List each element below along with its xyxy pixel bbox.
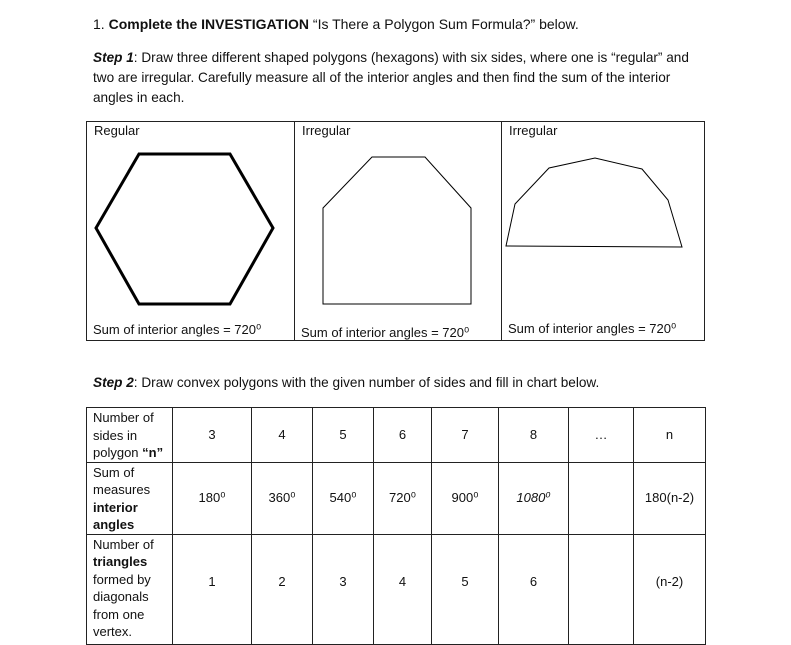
row-header-interior-sum: Sum of measures interior angles	[87, 462, 173, 534]
row-header-triangles: Number of triangles formed by diagonals from one vertex.	[87, 534, 173, 644]
table-cell: 720⁰	[374, 462, 432, 534]
table-cell: 1	[173, 534, 252, 644]
irregular-hexagon-cell-1	[294, 122, 501, 340]
step1-text: : Draw three different shaped polygons (hexagons) with six sides, where one is “regular” and two are irregular. Carefully measure all of the interior angles and then find the sum of the interior angles in each.	[93, 50, 689, 105]
table-row-sides	[87, 408, 706, 463]
table-cell: 3	[313, 534, 374, 644]
table-row-triangles	[87, 534, 706, 644]
irregular-hexagon-shape-2	[506, 158, 682, 247]
step1-instructions	[93, 48, 703, 108]
question-number: 1.	[93, 16, 105, 32]
table-cell: 5	[432, 534, 499, 644]
table-cell: (n-2)	[634, 534, 706, 644]
table-cell: 4	[252, 408, 313, 463]
step2-text: : Draw convex polygons with the given number of sides and fill in chart below.	[133, 375, 600, 390]
table-cell: 3	[173, 408, 252, 463]
table-cell: 2	[252, 534, 313, 644]
table-cell: 540⁰	[313, 462, 374, 534]
heading-rest: “Is There a Polygon Sum Formula?” below.	[312, 16, 579, 32]
investigation-heading	[93, 15, 579, 33]
table-cell	[569, 534, 634, 644]
heading-bold: Complete the INVESTIGATION	[108, 16, 310, 32]
table-cell: 1080⁰	[499, 462, 569, 534]
irregular-label-1: Irregular	[302, 123, 351, 138]
step2-label: Step 2	[93, 375, 134, 390]
table-cell	[569, 462, 634, 534]
row-header-sides: Number of sides in polygon “n”	[87, 408, 173, 463]
irregular-sum-text-1: Sum of interior angles = 720⁰	[301, 325, 470, 340]
regular-label: Regular	[94, 123, 140, 138]
irregular-hexagon-drawing-2	[502, 122, 705, 340]
table-cell: 180(n-2)	[634, 462, 706, 534]
table-cell: 180⁰	[173, 462, 252, 534]
irregular-sum-text-2: Sum of interior angles = 720⁰	[508, 321, 677, 336]
table-row-interior-sum	[87, 462, 706, 534]
table-cell: n	[634, 408, 706, 463]
regular-hexagon-cell	[87, 122, 294, 340]
table-cell: 360⁰	[252, 462, 313, 534]
regular-hexagon-shape	[96, 154, 273, 304]
regular-sum-text: Sum of interior angles = 720⁰	[93, 322, 262, 337]
hexagon-table	[86, 121, 705, 341]
step1-label: Step 1	[93, 50, 134, 65]
table-cell: 6	[499, 534, 569, 644]
step2-instructions	[93, 374, 599, 392]
table-cell: 7	[432, 408, 499, 463]
irregular-hexagon-shape-1	[323, 157, 471, 304]
table-cell: 4	[374, 534, 432, 644]
regular-hexagon-drawing	[87, 122, 294, 340]
irregular-hexagon-cell-2	[501, 122, 704, 340]
irregular-hexagon-drawing-1	[295, 122, 502, 340]
polygon-sum-table	[86, 407, 706, 645]
table-cell: 8	[499, 408, 569, 463]
table-cell: 900⁰	[432, 462, 499, 534]
table-cell: 6	[374, 408, 432, 463]
irregular-label-2: Irregular	[509, 123, 558, 138]
table-cell: 5	[313, 408, 374, 463]
table-cell: …	[569, 408, 634, 463]
